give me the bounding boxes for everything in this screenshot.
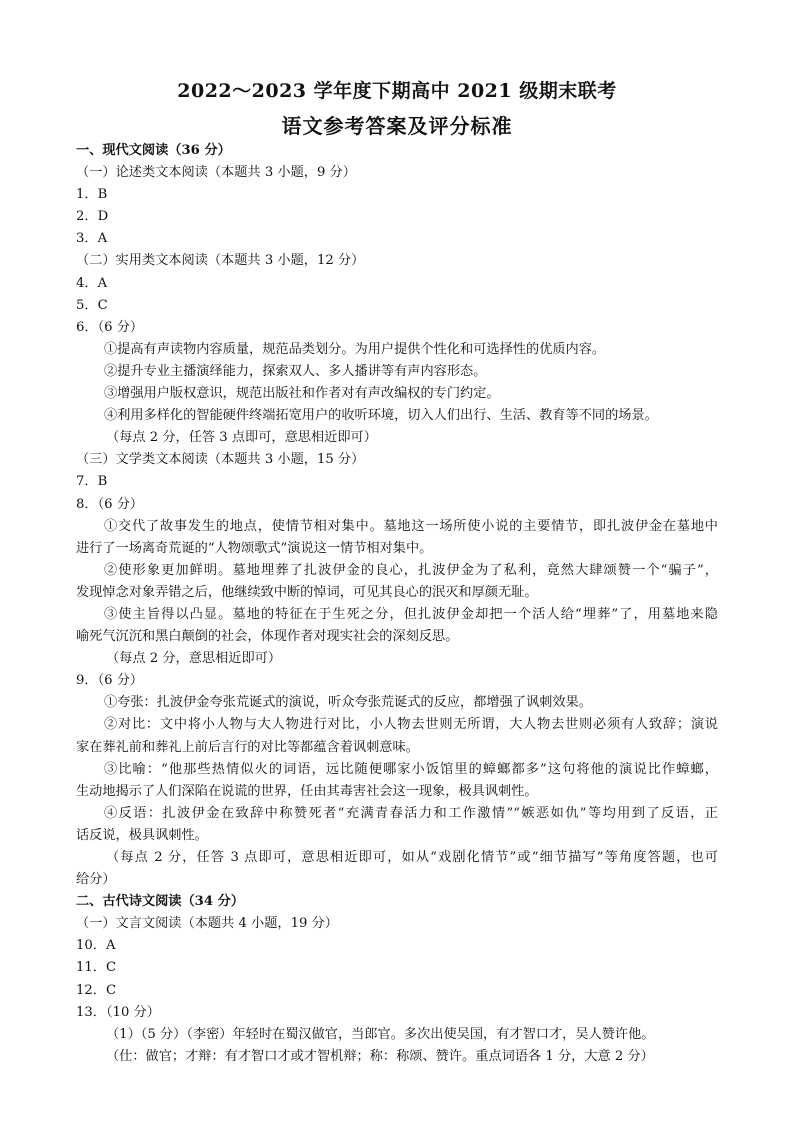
part-heading-argumentative: （一）论述类文本阅读（本题共 3 小题，9 分） <box>76 165 356 181</box>
answer-9: 9．（6 分） <box>76 673 144 689</box>
answer-9-point-2-line-2: 家在葬礼前和葬礼上前后言行的对比等都蕴含着讽刺意味。 <box>76 739 419 755</box>
answer-6-point-2: ②提升专业主播演绎能力，探索双人、多人播讲等有声内容形态。 <box>104 363 487 379</box>
part-heading-classical-prose: （一）文言文阅读（本题共 4 小题，19 分） <box>76 916 338 932</box>
page-subtitle: 语文参考答案及评分标准 <box>281 114 513 138</box>
answer-6-point-4: ④利用多样化的智能硬件终端拓宽用户的收听环境，切入人们出行、生活、教育等不同的场景。 <box>104 408 658 424</box>
answer-8: 8．（6 分） <box>76 496 144 512</box>
answer-4: 4．A <box>76 275 108 291</box>
answer-6-scoring-note: （每点 2 分，任答 3 点即可，意思相近即可） <box>106 430 377 446</box>
answer-9-scoring-note-line-1: （每点 2 分，任答 3 点即可，意思相近即可，如从“戏剧化情节”或“细节描写”等角度答题，也可 <box>106 850 718 865</box>
answer-8-point-1-line-1: ①交代了故事发生的地点，使情节相对集中。墓地这一场所使小说的主要情节，即扎波伊金在墓地中 <box>104 518 718 534</box>
answer-content <box>76 140 718 1068</box>
answer-8-point-3-line-2: 喻死气沉沉和黑白颠倒的社会，体现作者对现实社会的深刻反思。 <box>76 629 459 645</box>
answer-8-point-3-line-1: ③使主旨得以凸显。墓地的特征在于生死之分，但扎波伊金却把一个活人给“埋葬”了，用墓地来隐 <box>104 606 718 622</box>
answer-11: 11．C <box>76 960 117 976</box>
answer-5: 5．C <box>76 297 108 313</box>
answer-9-scoring-note-line-2: 给分） <box>76 872 116 888</box>
answer-6: 6．（6 分） <box>76 319 144 335</box>
answer-6-point-3: ③增强用户版权意识，规范出版社和作者对有声改编权的专门约定。 <box>104 386 500 402</box>
answer-9-point-4-line-1: ④反语：扎波伊金在致辞中称赞死者“充满青春活力和工作激情”“嫉恶如仇”等均用到了反语，正 <box>104 805 718 821</box>
answer-8-point-2-line-2: 发现悼念对象弄错之后，他继续致中断的悼词，可见其良心的泯灭和厚颜无耻。 <box>76 584 538 600</box>
answer-9-point-1: ①夸张：扎波伊金夸张荒诞式的演说，听众夸张荒诞式的反应，都增强了讽刺效果。 <box>104 695 592 711</box>
answer-9-point-4-line-2: 话反说，极具讽刺性。 <box>76 827 208 843</box>
answer-10: 10．A <box>76 938 116 954</box>
answer-8-point-1-line-2: 进行了一场离奇荒诞的“人物颂歌式”演说这一情节相对集中。 <box>76 540 433 556</box>
answer-9-point-3-line-1: ③比喻：“他那些热情似火的词语，远比随便哪家小饭馆里的蟑螂都多”这句将他的演说比作蟑螂， <box>104 761 718 777</box>
answer-6-point-1: ①提高有声读物内容质量，规范品类划分。为用户提供个性化和可选择性的优质内容。 <box>104 341 606 357</box>
answer-1: 1．B <box>76 187 108 203</box>
answer-3: 3．A <box>76 231 108 247</box>
page-title: 2022～2023 学年度下期高中 2021 级期末联考 <box>177 80 617 102</box>
section-heading-classical-reading: 二、古代诗文阅读（34 分） <box>76 894 245 910</box>
answer-7: 7．B <box>76 474 108 490</box>
part-heading-practical: （二）实用类文本阅读（本题共 3 小题，12 分） <box>76 253 365 269</box>
answer-13: 13．（10 分） <box>76 1004 160 1020</box>
answer-12: 12．C <box>76 982 117 998</box>
answer-13-scoring-note: （仕：做官；才辩：有才智口才或才智机辩；称：称颂、赞许。重点词语各 1 分，大意 2 分） <box>106 1048 654 1064</box>
answer-13-part-1: （1）（5 分）（李密）年轻时在蜀汉做官，当郎官。多次出使吴国，有才智口才，吴人赞许他。 <box>106 1026 655 1042</box>
answer-8-scoring-note: （每点 2 分，意思相近即可） <box>106 651 282 667</box>
part-heading-literary: （三）文学类文本阅读（本题共 3 小题，15 分） <box>76 452 365 468</box>
answer-9-point-2-line-1: ②对比：文中将小人物与大人物进行对比，小人物去世则无所谓，大人物去世则必须有人致辞；演说 <box>104 717 718 733</box>
answer-2: 2．D <box>76 209 109 225</box>
answer-9-point-3-line-2: 生动地揭示了人们深陷在说谎的世界，任由其毒害社会这一现象，极具讽刺性。 <box>76 783 538 799</box>
section-heading-modern-reading: 一、现代文阅读（36 分） <box>76 143 231 158</box>
answer-8-point-2-line-1: ②使形象更加鲜明。墓地埋葬了扎波伊金的良心，扎波伊金为了私利，竟然大肆颂赞一个“骗子”， <box>104 562 718 578</box>
